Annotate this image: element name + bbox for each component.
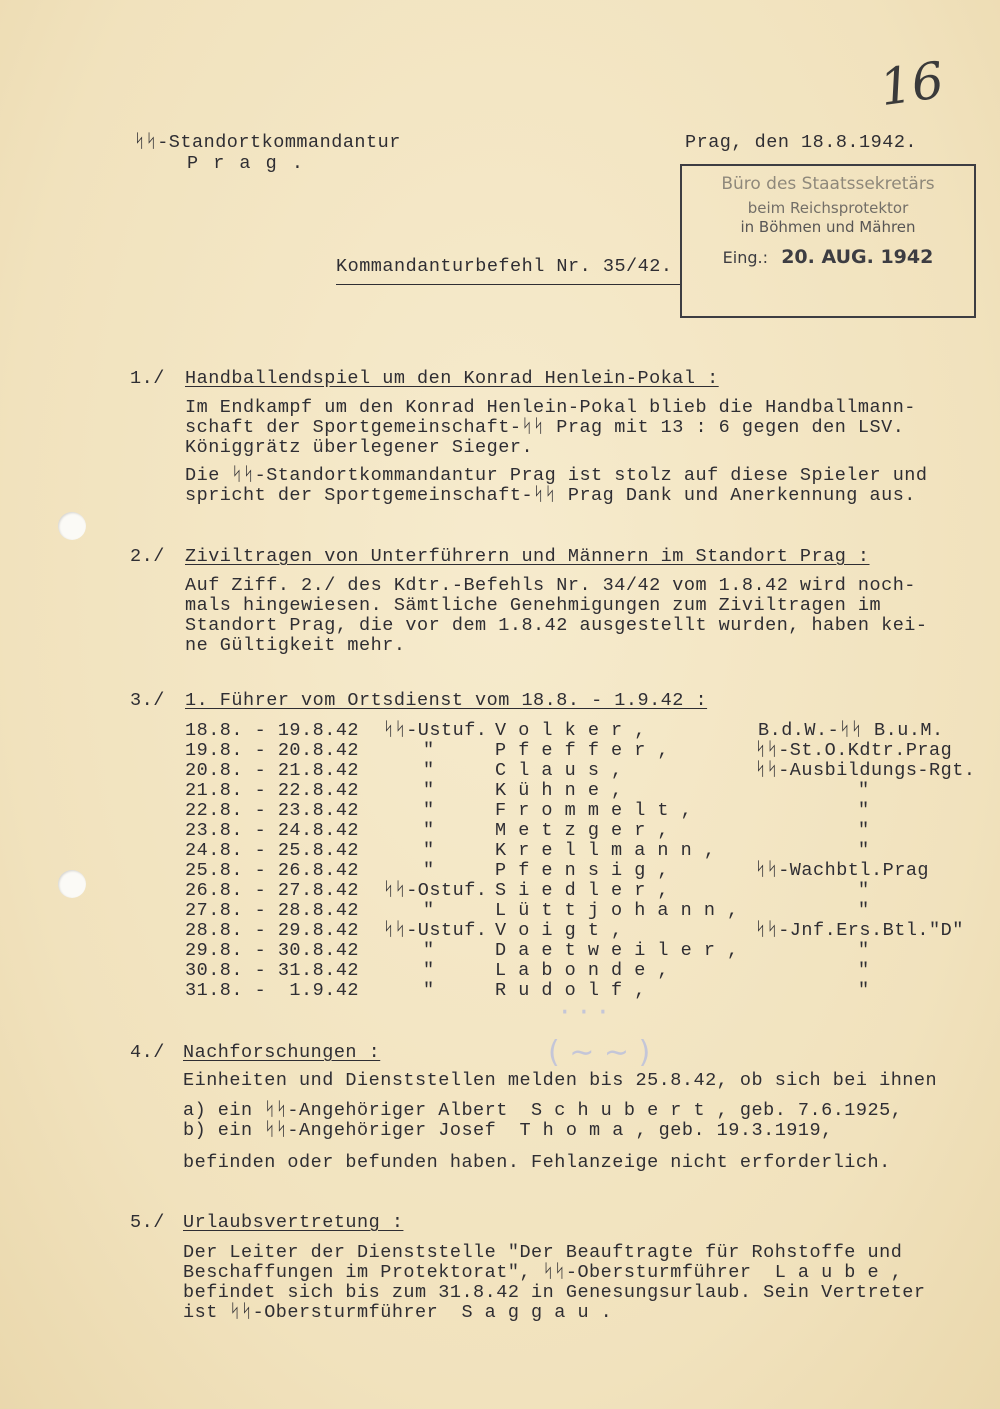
section-number: 4./	[130, 1042, 165, 1063]
paragraph-line: befinden oder befunden haben. Fehlanzeige nicht erforderlich.	[183, 1152, 891, 1173]
punch-hole	[58, 870, 86, 898]
paragraph-line: Standort Prag, die vor dem 1.8.42 ausgestellt wurden, haben kei-	[185, 615, 928, 636]
stamp-received: Eing.: 20. AUG. 1942	[722, 246, 934, 268]
paragraph-line: Auf Ziff. 2./ des Kdtr.-Befehls Nr. 34/42 vom 1.8.42 wird noch-	[185, 575, 916, 596]
punch-hole	[58, 512, 86, 540]
paragraph-line: befindet sich bis zum 31.8.42 in Genesungsurlaub. Sein Vertreter	[183, 1282, 926, 1303]
section-number: 2./	[130, 546, 165, 567]
paragraph-line: Königgrätz überlegener Sieger.	[185, 437, 534, 458]
title-underline	[336, 284, 680, 285]
order-title: Kommandanturbefehl Nr. 35/42.	[336, 256, 673, 277]
section-heading: Ziviltragen von Unterführern und Männern im Standort Prag :	[185, 546, 870, 567]
section-heading: 1. Führer vom Ortsdienst vom 18.8. - 1.9.42 :	[185, 690, 708, 711]
unit-name: ᛋᛋ-Standortkommandantur	[134, 132, 401, 153]
paragraph-line: Beschaffungen im Protektorat", ᛋᛋ-Obersturmführer L a u b e ,	[183, 1262, 903, 1283]
stamp-office-2: beim Reichsprotektor	[747, 199, 909, 217]
paragraph-line: a) ein ᛋᛋ-Angehöriger Albert S c h u b e r t , geb. 7.6.1925,	[183, 1100, 903, 1121]
section-heading: Urlaubsvertretung :	[183, 1212, 404, 1233]
paragraph-line: ist ᛋᛋ-Obersturmführer S a g g a u .	[183, 1302, 613, 1323]
stamp-office: Büro des Staatssekretärs	[721, 174, 935, 194]
unit-location: P r a g .	[187, 153, 305, 174]
page-number: 16	[876, 50, 948, 118]
paragraph-line: ne Gültigkeit mehr.	[185, 635, 406, 656]
paragraph-line: Im Endkampf um den Konrad Henlein-Pokal blieb die Handballmann-	[185, 397, 916, 418]
bleed-through-mark: · · ·	[560, 995, 608, 1030]
paragraph-line: Die ᛋᛋ-Standortkommandantur Prag ist stolz auf diese Spieler und	[185, 465, 928, 486]
section-number: 5./	[130, 1212, 165, 1233]
stamp-received-date: 20. AUG. 1942	[781, 246, 934, 268]
paragraph-line: schaft der Sportgemeinschaft-ᛋᛋ Prag mit 13 : 6 gegen den LSV.	[185, 417, 905, 438]
paragraph-line: spricht der Sportgemeinschaft-ᛋᛋ Prag Dank und Anerkennung aus.	[185, 485, 916, 506]
section-heading: Handballendspiel um den Konrad Henlein-Pokal :	[185, 368, 719, 389]
received-stamp	[680, 164, 976, 318]
section-number: 3./	[130, 690, 165, 711]
section-number: 1./	[130, 368, 165, 389]
paragraph-line: Einheiten und Dienststellen melden bis 25.8.42, ob sich bei ihnen	[183, 1070, 938, 1091]
stamp-office-3: in Böhmen und Mähren	[740, 218, 916, 236]
document-page: 16 ᛋᛋ-Standortkommandantur P r a g . Prag, den 18.8.1942. Büro des Staatssekretärs beim Reichsprotektor in Böhmen und Mähren Eing.: 20. AUG. 1942 Kommandanturbefehl Nr. 35/42. 1./ Handballendspiel um den Konrad Henlein-Pokal : Im Endkampf um den Konrad Henlein-Pokal blieb die Handballmann- schaft der Sportgemeinschaft-ᛋᛋ Prag mit 13 : 6 gegen den LSV. Königgrätz überlegener Sieger. Die ᛋᛋ-Standortkommandantur Prag ist stolz auf diese Spieler und spricht der Sportgemeinschaft-ᛋᛋ Prag Dank und Anerkennung aus. 2./ Ziviltragen von Unterführern und Männern im Standort Prag : Auf Ziff. 2./ des Kdtr.-Befehls Nr. 34/42 vom 1.8.42 wird noch- mals hingewiesen. Sämtliche Genehmigungen zum Ziviltragen im Standort Prag, die vor dem 1.8.42 ausgestellt wurden, haben kei- ne Gültigkeit mehr. 3./ 1. Führer vom Ortsdienst vom 18.8. - 1.9.42 : 18.8. - 19.8.42 ᛋᛋ-Ustuf. V o l k e r , B.d.W.-ᛋᛋ B.u.M. 19.8. - 20.8.42 " P f e f f e r , ᛋᛋ-St.O.Kdtr.Prag 20.8. - 21.8.42 " C l a u s , ᛋᛋ-Ausbildungs-Rgt. 21.8. - 22.8.42 " K ü h n e , " 22.8. - 23.8.42 " F r o m m e l t , " 23.8. - 24.8.42 " M e t z g e r , " 24.8. - 25.8.42 " K r e l l m a n n , " 25.8. - 26.8.42 " P f e n s i g , ᛋᛋ-Wachbtl.Prag 26.8. - 27.8.42 ᛋᛋ-Ostuf. S i e d l e r , " 27.8. - 28.8.42 " L ü t t j o h a n n , " 28.8. - 29.8.42 ᛋᛋ-Ustuf. V o i g t , ᛋᛋ-Jnf.Ers.Btl."D" 29.8. - 30.8.42 " D a e t w e i l e r , " 30.8. - 31.8.42 " L a b o n d e , " 31.8. - 1.9.42 " R u d o l f , " · · · ( ∼ ∼ ) 4./ Nachforschungen : Einheiten und Dienststellen melden bis 25.8.42, ob sich bei ihnen a) ein ᛋᛋ-Angehöriger Albert S c h u b e r t , geb. 7.6.1925, b) ein ᛋᛋ-Angehöriger Josef T h o m a , geb. 19.3.1919, befinden oder befunden haben. Fehlanzeige nicht erforderlich. 5./ Urlaubsvertretung : Der Leiter der Dienststelle "Der Beauftragte für Rohstoffe und Beschaffungen im Protektorat", ᛋᛋ-Obersturmführer L a u b e , befindet sich bis zum 31.8.42 in Genesungsurlaub. Sein Vertreter ist ᛋᛋ-Obersturmführer S a g g a u .	[0, 0, 1000, 1409]
bleed-through-mark: ( ∼ ∼ )	[548, 1035, 651, 1070]
paragraph-line: mals hingewiesen. Sämtliche Genehmigungen zum Ziviltragen im	[185, 595, 882, 616]
section-heading: Nachforschungen :	[183, 1042, 381, 1063]
paragraph-line: Der Leiter der Dienststelle "Der Beauftragte für Rohstoffe und	[183, 1242, 903, 1263]
document-date: Prag, den 18.8.1942.	[685, 132, 918, 153]
paragraph-line: b) ein ᛋᛋ-Angehöriger Josef T h o m a , geb. 19.3.1919,	[183, 1120, 833, 1141]
